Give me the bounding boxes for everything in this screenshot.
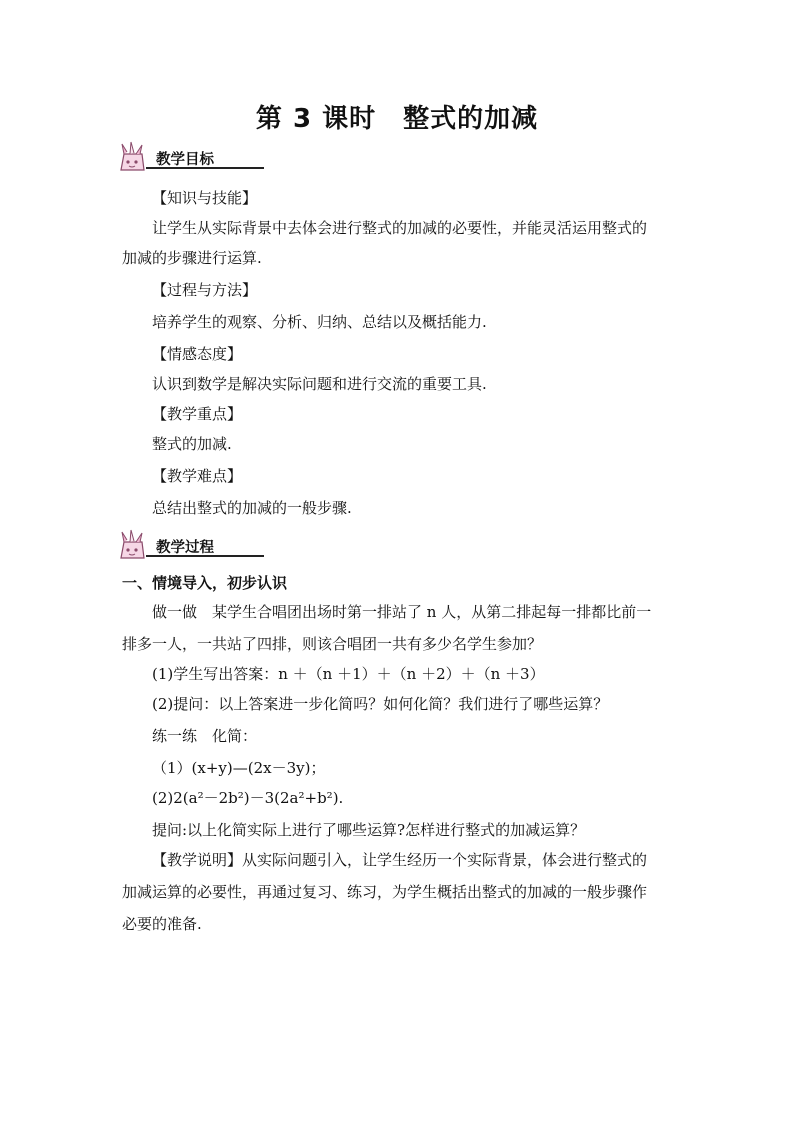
heading-key-point: 【教学重点】 [152,405,243,423]
heading-knowledge: 【知识与技能】 [152,189,258,207]
text-exercise-1: （1）(x+y)—(2x－3y)； [152,759,326,777]
page-title: 第 3 课时 整式的加减 [255,104,539,134]
text-attitude: 认识到数学是解决实际问题和进行交流的重要工具. [152,375,487,393]
text-knowledge-1: 让学生从实际背景中去体会进行整式的加减的必要性，并能灵活运用整式的 [152,219,648,237]
text-activity-2: 排多一人，一共站了四排，则该合唱团一共有多少名学生参加？ [122,635,543,653]
text-activity-1: 做一做 某学生合唱团出场时第一排站了 n 人，从第二排起每一排都比前一 [152,603,652,621]
text-note-1: 【教学说明】从实际问题引入，让学生经历一个实际背景，体会进行整式的 [152,851,648,869]
section-label-objectives: 教学目标 [156,152,214,168]
text-note-3: 必要的准备. [122,915,202,933]
text-question-1: (1)学生写出答案：n ＋（n ＋1）＋（n ＋2）＋（n ＋3） [152,665,545,683]
section-label-process: 教学过程 [156,540,214,556]
heading-attitude: 【情感态度】 [152,345,243,363]
section-underline [146,555,264,557]
text-exercise-2: (2)2(a²－2b²)－3(2a²+b²). [152,789,344,807]
text-difficulty: 总结出整式的加减的一般步骤. [152,499,352,517]
section-underline [146,167,264,169]
heading-difficulty: 【教学难点】 [152,467,243,485]
text-practice: 练一练 化简： [152,727,258,745]
text-question-2: (2)提问：以上答案进一步化简吗？如何化简？我们进行了哪些运算？ [152,695,609,713]
text-key-point: 整式的加减. [152,435,232,453]
text-knowledge-2: 加减的步骤进行运算. [122,249,262,267]
section-badge-process [116,528,266,562]
heading-process: 【过程与方法】 [152,281,258,299]
process-heading: 一、情境导入，初步认识 [122,574,288,592]
section-badge-objectives [116,140,266,174]
text-ask: 提问:以上化简实际上进行了哪些运算?怎样进行整式的加减运算？ [152,821,586,839]
text-note-2: 加减运算的必要性，再通过复习、练习，为学生概括出整式的加减的一般步骤作 [122,883,648,901]
text-process: 培养学生的观察、分析、归纳、总结以及概括能力. [152,313,487,331]
